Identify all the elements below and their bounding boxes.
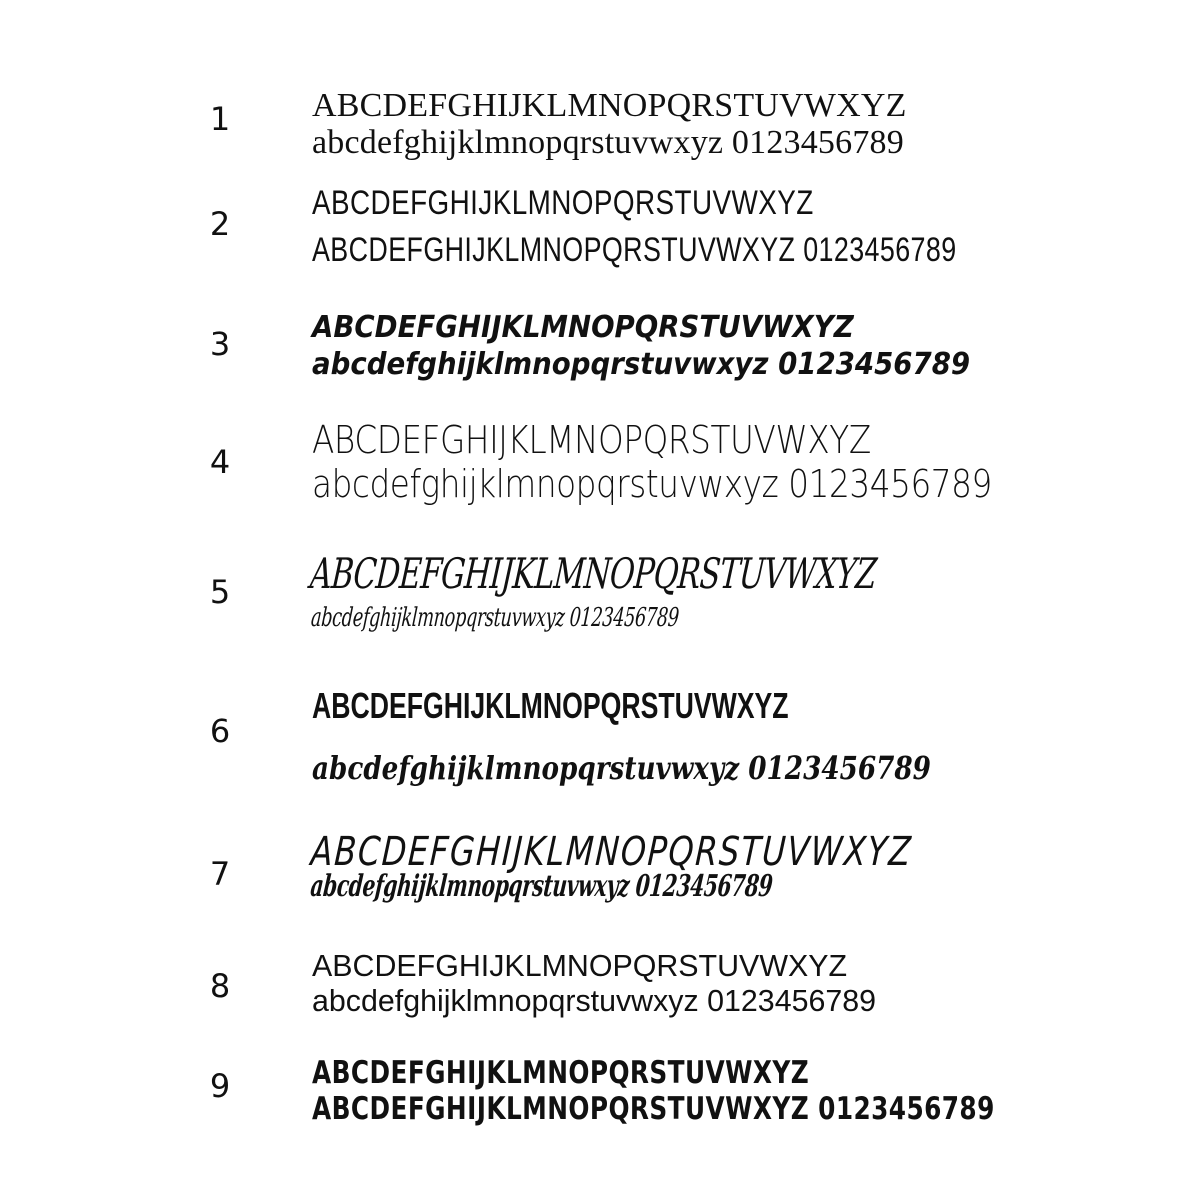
lowercase-digits-line: abcdefghijklmnopqrstuvwxyz 0123456789 <box>312 347 971 382</box>
lowercase-digits-line: abcdefghijklmnopqrstuvwxyz 0123456789 <box>312 462 992 506</box>
uppercase-line: ABCDEFGHIJKLMNOPQRSTUVWXYZ <box>312 948 848 983</box>
font-number: 6 <box>209 712 231 750</box>
uppercase-line: ABCDEFGHIJKLMNOPQRSTUVWXYZ <box>312 184 814 222</box>
uppercase-line: ABCDEFGHIJKLMNOPQRSTUVWXYZ <box>312 87 907 124</box>
font-number: 1 <box>209 100 231 138</box>
font-number: 8 <box>209 967 231 1005</box>
font-number: 2 <box>209 205 231 243</box>
font-number: 3 <box>209 325 231 363</box>
lowercase-digits-line: abcdefghijklmnopqrstuvwxyz 0123456789 <box>309 603 680 633</box>
font-number: 7 <box>209 855 231 893</box>
uppercase-line: ABCDEFGHIJKLMNOPQRSTUVWXYZ <box>312 685 789 726</box>
font-number: 5 <box>209 573 231 611</box>
uppercase-line: ABCDEFGHIJKLMNOPQRSTUVWXYZ <box>312 1055 810 1091</box>
font-number: 4 <box>209 443 231 481</box>
uppercase-line: ABCDEFGHIJKLMNOPQRSTUVWXYZ <box>308 549 878 598</box>
uppercase-line: ABCDEFGHIJKLMNOPQRSTUVWXYZ <box>309 829 914 875</box>
font-number: 9 <box>209 1067 231 1105</box>
lowercase-digits-line: abcdefghijklmnopqrstuvwxyz 0123456789 <box>312 124 904 161</box>
lowercase-digits-line: abcdefghijklmnopqrstuvwxyz 0123456789 <box>312 749 931 787</box>
uppercase-line: ABCDEFGHIJKLMNOPQRSTUVWXYZ <box>312 310 854 345</box>
uppercase-digits-line: ABCDEFGHIJKLMNOPQRSTUVWXYZ 0123456789 <box>312 231 957 269</box>
lowercase-digits-line: abcdefghijklmnopqrstuvwxyz 0123456789 <box>308 869 774 904</box>
uppercase-line: ABCDEFGHIJKLMNOPQRSTUVWXYZ <box>312 418 871 462</box>
uppercase-digits-line: ABCDEFGHIJKLMNOPQRSTUVWXYZ 0123456789 <box>312 1091 995 1127</box>
lowercase-digits-line: abcdefghijklmnopqrstuvwxyz 0123456789 <box>312 983 877 1018</box>
